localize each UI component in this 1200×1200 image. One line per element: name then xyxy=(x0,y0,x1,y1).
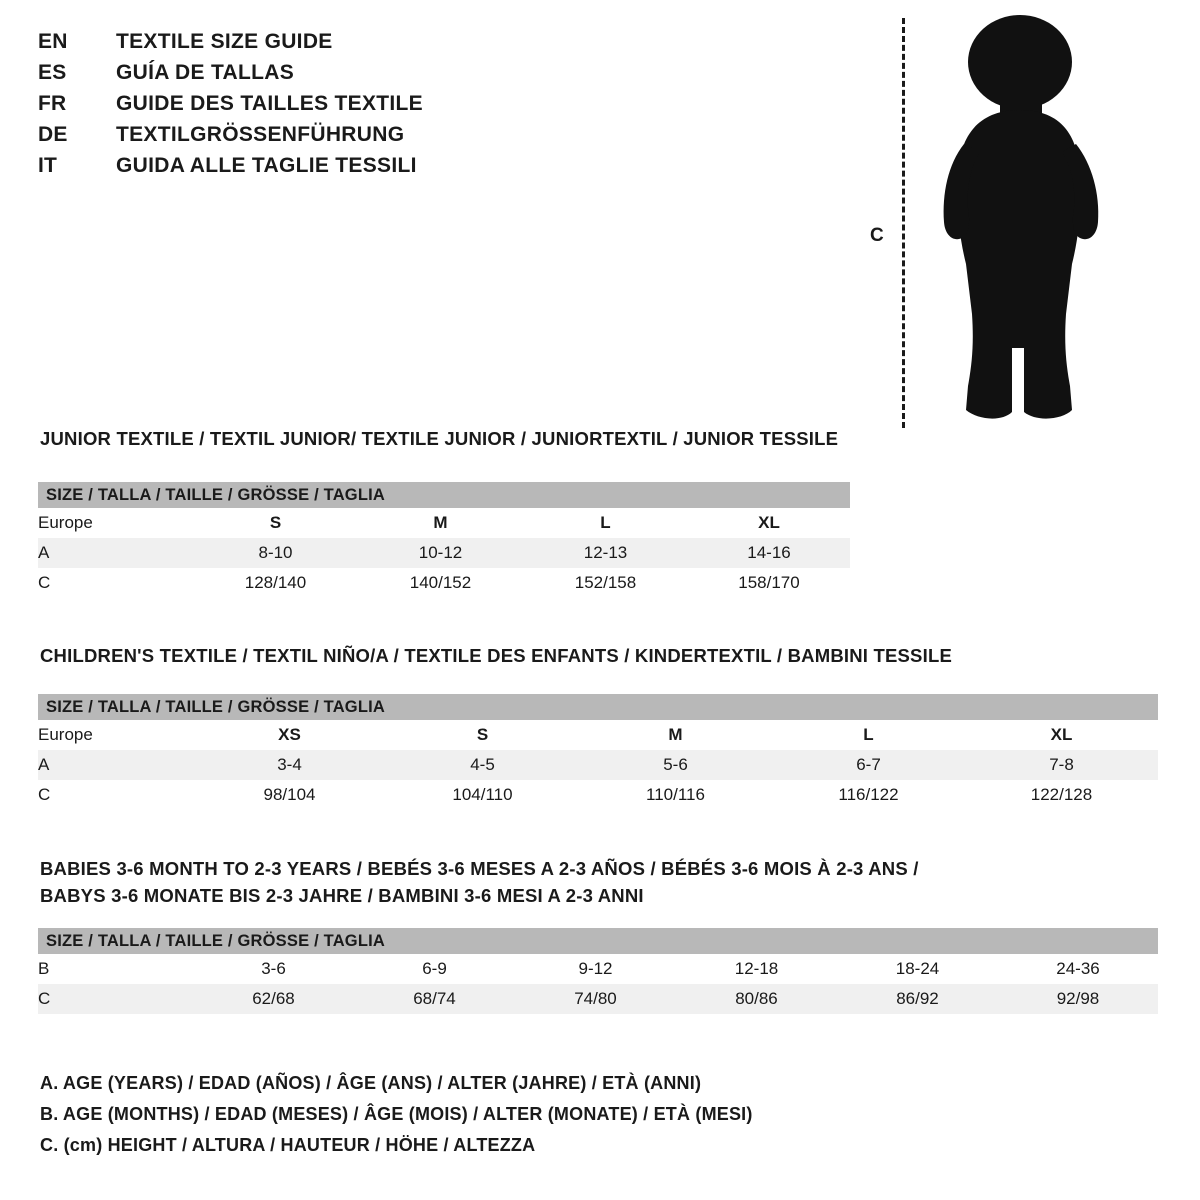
cell-value: 98/104 xyxy=(193,780,386,810)
cell-value: 7-8 xyxy=(965,750,1158,780)
cell-value: 74/80 xyxy=(515,984,676,1014)
cell-value: 14-16 xyxy=(688,538,850,568)
table-row xyxy=(38,568,850,598)
row-label: A xyxy=(38,538,193,568)
language-title: GUIDA ALLE TAGLIE TESSILI xyxy=(116,154,417,177)
cell-value: 12-18 xyxy=(676,954,837,984)
band-label: SIZE / TALLA / TAILLE / GRÖSSE / TAGLIA xyxy=(38,482,850,508)
babies-size-table xyxy=(38,928,1158,1014)
row-label: Europe xyxy=(38,508,193,538)
table-band-header xyxy=(38,694,1158,720)
language-title: TEXTILE SIZE GUIDE xyxy=(116,30,333,53)
children-size-table xyxy=(38,694,1158,810)
cell-value: L xyxy=(772,720,965,750)
legend-line-c: C. (cm) HEIGHT / ALTURA / HAUTEUR / HÖHE / ALTEZZA xyxy=(40,1135,536,1155)
cell-value: 3-4 xyxy=(193,750,386,780)
section-heading-babies-line2: BABYS 3-6 MONATE BIS 2-3 JAHRE / BAMBINI 3-6 MESI A 2-3 ANNI xyxy=(40,885,644,906)
cell-value: L xyxy=(523,508,688,538)
language-row xyxy=(38,123,658,154)
language-row xyxy=(38,92,658,123)
language-row xyxy=(38,30,658,61)
cell-value: 80/86 xyxy=(676,984,837,1014)
cell-value: 62/68 xyxy=(193,984,354,1014)
cell-value: 152/158 xyxy=(523,568,688,598)
language-title-block xyxy=(38,30,658,185)
language-code: IT xyxy=(38,154,58,177)
language-title: TEXTILGRÖSSENFÜHRUNG xyxy=(116,123,405,146)
table-row xyxy=(38,508,850,538)
table-row xyxy=(38,984,1158,1014)
cell-value: 110/116 xyxy=(579,780,772,810)
language-code: FR xyxy=(38,92,67,115)
cell-value: S xyxy=(386,720,579,750)
cell-value: S xyxy=(193,508,358,538)
cell-value: M xyxy=(358,508,523,538)
child-silhouette-icon xyxy=(920,14,1120,434)
table-row xyxy=(38,538,850,568)
cell-value: XL xyxy=(688,508,850,538)
cell-value: 18-24 xyxy=(837,954,998,984)
section-heading-babies xyxy=(40,855,1040,909)
cell-value: 86/92 xyxy=(837,984,998,1014)
table-row xyxy=(38,750,1158,780)
language-code: ES xyxy=(38,61,67,84)
cell-value: 68/74 xyxy=(354,984,515,1014)
cell-value: 9-12 xyxy=(515,954,676,984)
row-label: C xyxy=(38,568,193,598)
language-row xyxy=(38,154,658,185)
table-row xyxy=(38,954,1158,984)
cell-value: 12-13 xyxy=(523,538,688,568)
language-code: DE xyxy=(38,123,68,146)
legend-line-a: A. AGE (YEARS) / EDAD (AÑOS) / ÂGE (ANS) / ALTER (JAHRE) / ETÀ (ANNI) xyxy=(40,1073,702,1093)
legend-block xyxy=(40,1068,1140,1161)
legend-line-b: B. AGE (MONTHS) / EDAD (MESES) / ÂGE (MOIS) / ALTER (MONATE) / ETÀ (MESI) xyxy=(40,1104,753,1124)
cell-value: 5-6 xyxy=(579,750,772,780)
language-row xyxy=(38,61,658,92)
cell-value: 6-9 xyxy=(354,954,515,984)
height-dashed-line xyxy=(902,18,905,428)
height-marker-label: C xyxy=(870,225,884,246)
row-label: B xyxy=(38,954,193,984)
cell-value: 122/128 xyxy=(965,780,1158,810)
cell-value: 8-10 xyxy=(193,538,358,568)
cell-value: 4-5 xyxy=(386,750,579,780)
section-heading-children: CHILDREN'S TEXTILE / TEXTIL NIÑO/A / TEXTILE DES ENFANTS / KINDERTEXTIL / BAMBINI TESSILE xyxy=(40,645,952,666)
language-title: GUIDE DES TAILLES TEXTILE xyxy=(116,92,423,115)
cell-value: 92/98 xyxy=(998,984,1158,1014)
cell-value: 10-12 xyxy=(358,538,523,568)
row-label: C xyxy=(38,780,193,810)
table-row xyxy=(38,720,1158,750)
row-label: C xyxy=(38,984,193,1014)
cell-value: XS xyxy=(193,720,386,750)
cell-value: 3-6 xyxy=(193,954,354,984)
table-band-header xyxy=(38,482,850,508)
cell-value: 104/110 xyxy=(386,780,579,810)
section-heading-junior: JUNIOR TEXTILE / TEXTIL JUNIOR/ TEXTILE JUNIOR / JUNIORTEXTIL / JUNIOR TESSILE xyxy=(40,428,839,449)
section-heading-babies-line1: BABIES 3-6 MONTH TO 2-3 YEARS / BEBÉS 3-6 MESES A 2-3 AÑOS / BÉBÉS 3-6 MOIS À 2-3 ANS / xyxy=(40,858,919,879)
cell-value: 128/140 xyxy=(193,568,358,598)
table-band-header xyxy=(38,928,1158,954)
band-label: SIZE / TALLA / TAILLE / GRÖSSE / TAGLIA xyxy=(38,694,1158,720)
language-code: EN xyxy=(38,30,68,53)
junior-size-table xyxy=(38,482,850,598)
cell-value: 158/170 xyxy=(688,568,850,598)
cell-value: 140/152 xyxy=(358,568,523,598)
language-title: GUÍA DE TALLAS xyxy=(116,61,295,84)
cell-value: XL xyxy=(965,720,1158,750)
table-row xyxy=(38,780,1158,810)
cell-value: 24-36 xyxy=(998,954,1158,984)
cell-value: 6-7 xyxy=(772,750,965,780)
height-diagram xyxy=(870,10,1140,430)
cell-value: 116/122 xyxy=(772,780,965,810)
row-label: A xyxy=(38,750,193,780)
band-label: SIZE / TALLA / TAILLE / GRÖSSE / TAGLIA xyxy=(38,928,1158,954)
row-label: Europe xyxy=(38,720,193,750)
cell-value: M xyxy=(579,720,772,750)
